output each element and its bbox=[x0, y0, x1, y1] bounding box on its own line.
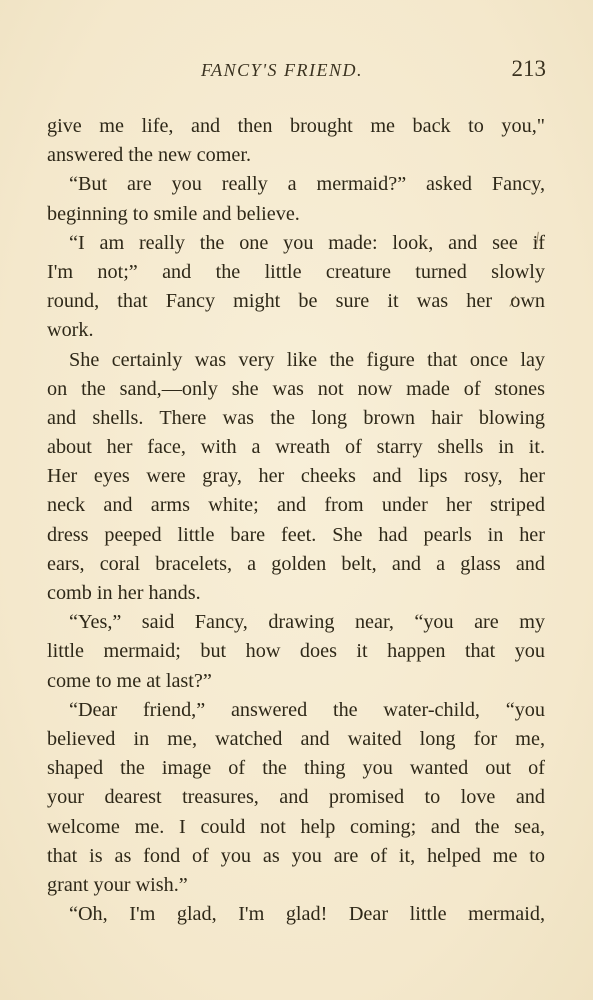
text-line: on the sand,—only she was not now made of stones bbox=[47, 377, 545, 400]
text-line: Her eyes were gray, her cheeks and lips rosy, her bbox=[47, 465, 545, 488]
running-head bbox=[46, 56, 546, 90]
text-line: “Oh, I'm glad, I'm glad! Dear little mermaid, bbox=[69, 903, 545, 926]
text-line: believed in me, watched and waited long for me, bbox=[47, 727, 545, 750]
text-line: welcome me. I could not help coming; and the sea, bbox=[47, 815, 545, 838]
page-number: 213 bbox=[511, 56, 546, 81]
text-line: about her face, with a wreath of starry shells in it. bbox=[47, 436, 545, 459]
text-line: little mermaid; but how does it happen that you bbox=[47, 640, 545, 663]
text-line: come to me at last?” bbox=[47, 669, 212, 692]
text-line: and shells. There was the long brown hair blowing bbox=[47, 406, 545, 429]
text-line: grant your wish.” bbox=[47, 873, 188, 896]
text-line: that is as fond of you as you are of it, helped me to bbox=[47, 844, 545, 867]
text-line: beginning to smile and believe. bbox=[47, 202, 300, 225]
text-line: shaped the image of the thing you wanted out of bbox=[47, 757, 545, 780]
text-line: give me life, and then brought me back to you," bbox=[47, 115, 545, 137]
text-line: dress peeped little bare feet. She had pearls in her bbox=[47, 523, 545, 546]
text-line: ears, coral bracelets, a golden belt, and a glass and bbox=[47, 552, 545, 575]
running-title: FANCY'S FRIEND. bbox=[201, 60, 364, 80]
text-line: answered the new comer. bbox=[47, 144, 252, 167]
text-line: work. bbox=[47, 319, 94, 342]
text-line: “But are you really a mermaid?” asked Fancy, bbox=[69, 173, 545, 196]
text-line: your dearest treasures, and promised to love and bbox=[47, 786, 545, 809]
text-line: neck and arms white; and from under her striped bbox=[47, 494, 545, 517]
text-line: round, that Fancy might be sure it was her own bbox=[47, 290, 545, 313]
text-line: “Yes,” said Fancy, drawing near, “you are my bbox=[69, 611, 545, 634]
text-line: “Dear friend,” answered the water-child, “you bbox=[69, 698, 545, 721]
body-text bbox=[47, 112, 545, 929]
text-line: comb in her hands. bbox=[47, 582, 201, 604]
text-line: “I am really the one you made: look, and see if bbox=[69, 231, 545, 254]
text-line: I'm not;” and the little creature turned slowly bbox=[47, 260, 545, 283]
text-line: She certainly was very like the figure that once lay bbox=[69, 348, 545, 371]
